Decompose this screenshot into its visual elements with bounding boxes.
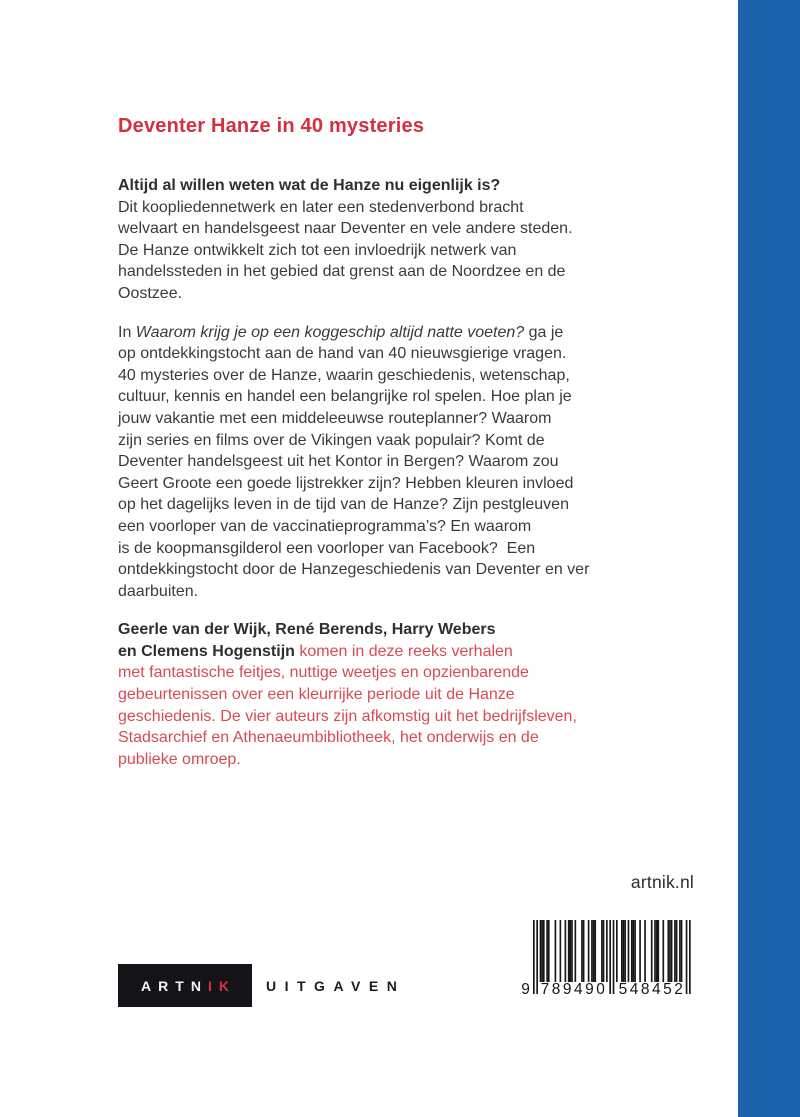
text-segment: 40 mysteries over de Hanze, waarin geschiedenis, wetenschap, (118, 366, 570, 384)
blue-spine-stripe (738, 0, 800, 1117)
text-segment: cultuur, kennis en handel een belangrijke rol spelen. Hoe plan je (118, 388, 572, 406)
barcode-digits-group1: 789490 (540, 981, 608, 998)
text-segment: jouw vakantie met een middeleeuwse routeplanner? Waarom (118, 409, 552, 427)
text-segment: Deventer handelsgeest uit het Kontor in Bergen? Waarom zou (118, 453, 559, 471)
text-segment: Geerle van der Wijk, René Berends, Harry Webers (118, 621, 496, 639)
barcode-digit-left: 9 (521, 981, 530, 998)
text-segment: publieke omroep. (118, 750, 241, 768)
text-segment: welvaart en handelsgeest naar Deventer en vele andere steden. (118, 220, 573, 238)
blurb-paragraph (118, 619, 718, 770)
text-segment: daarbuiten. (118, 582, 199, 600)
text-segment: Geert Groote een goede lijstrekker zijn? Hebben kleuren invloed (118, 474, 574, 492)
publisher-logo (118, 964, 405, 1007)
blurb-paragraph (118, 322, 718, 603)
text-segment: In (118, 323, 136, 341)
text-segment: handelssteden in het gebied dat grenst aan de Noordzee en de (118, 263, 566, 281)
text-segment: met fantastische feitjes, nuttige weetjes en opzienbarende (118, 664, 529, 682)
blurb-paragraph (118, 175, 718, 305)
text-segment: geschiedenis. De vier auteurs zijn afkomstig uit het bedrijfsleven, (118, 707, 577, 725)
text-segment: op het dagelijks leven in de tijd van de Hanze? Zijn pestgleuven (118, 496, 569, 514)
text-segment: Dit koopliedennetwerk en later een stedenverbond bracht (118, 198, 524, 216)
logo-text-white: ARTN (141, 977, 208, 994)
text-segment: De Hanze ontwikkelt zich tot een invloedrijk netwerk van (118, 241, 517, 259)
barcode-digits-group2: 548452 (618, 981, 686, 998)
logo-wordmark: UITGAVEN (266, 977, 406, 994)
blurb (118, 175, 718, 787)
text-segment: is de koopmansgilderol een voorloper van Facebook? Een (118, 539, 536, 557)
publisher-website: artnik.nl (630, 872, 694, 892)
text-segment: Waarom krijg je op een koggeschip altijd natte voeten? (135, 323, 525, 341)
text-segment: ga je (524, 323, 564, 341)
text-segment: komen in deze reeks verhalen (299, 642, 513, 660)
text-segment: Stadsarchief en Athenaeumbibliotheek, het onderwijs en de (118, 729, 539, 747)
text-segment: een voorloper van de vaccinatieprogramma’s? En waarom (118, 517, 532, 535)
logo-text-red: IK (207, 977, 236, 994)
text-segment: op ontdekkingstocht aan de hand van 40 nieuwsgierige vragen. (118, 345, 567, 363)
text-segment: gebeurtenissen over een kleurrijke periode uit de Hanze (118, 686, 515, 704)
text-segment: ontdekkingstocht door de Hanzegeschiedenis van Deventer en ver (118, 561, 590, 579)
text-segment: en Clemens Hogenstijn (118, 642, 300, 660)
page-title: Deventer Hanze in 40 mysteries (118, 115, 425, 138)
text-segment: Oostzee. (118, 284, 183, 302)
artnik-logo-box (118, 964, 252, 1007)
text-segment: zijn series en films over de Vikingen vaak populair? Komt de (118, 431, 545, 449)
isbn-barcode (519, 920, 695, 1004)
text-segment: Altijd al willen weten wat de Hanze nu eigenlijk is? (118, 177, 501, 194)
